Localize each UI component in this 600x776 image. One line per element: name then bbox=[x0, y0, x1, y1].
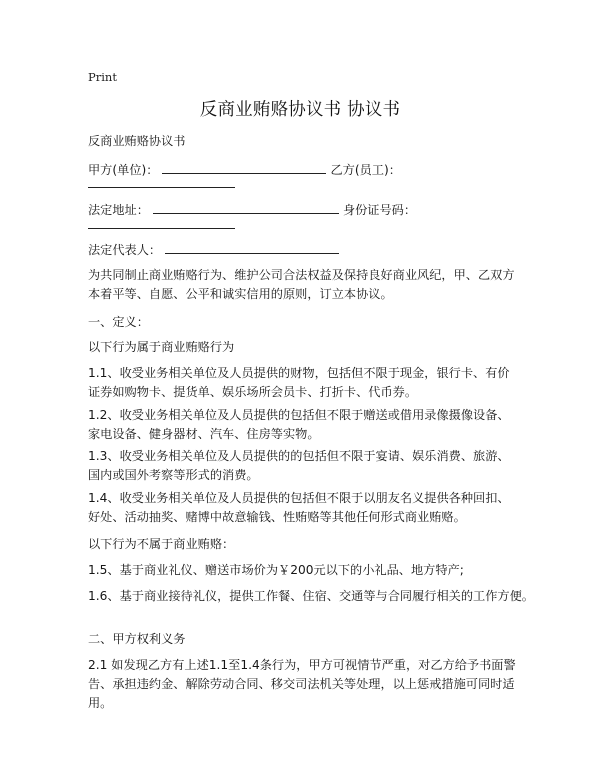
clause-1-2: 1.2、收受业务相关单位及人员提供的包括但不限于赠送或借用录像摄像设备、家电设备、健身器材、汽车、住房等实物。 bbox=[88, 408, 510, 441]
clause-1-4: 1.4、收受业务相关单位及人员提供的包括但不限于以朋友名义提供各种回扣、好处、活动抽奖、赌博中故意输钱、性贿赂等其他任何形式商业贿赂。 bbox=[88, 491, 510, 524]
intro-paragraph: 为共同制止商业贿赂行为、维护公司合法权益及保持良好商业风纪，甲、乙双方本着平等、自愿、公平和诚实信用的原则，订立本协议。 bbox=[88, 268, 515, 301]
print-label: Print bbox=[88, 70, 117, 84]
party-b-label: 乙方(员工)： bbox=[330, 163, 401, 177]
id-label: 身份证号码： bbox=[342, 203, 417, 217]
clause-1-3: 1.3、收受业务相关单位及人员提供的的包括但不限于宴请、娱乐消费、旅游、国内或国外考察等形式的消费。 bbox=[88, 449, 510, 482]
document-subtitle: 反商业贿赂协议书 bbox=[88, 134, 186, 148]
party-a-blank[interactable] bbox=[162, 160, 326, 174]
party-row bbox=[88, 160, 401, 179]
legal-rep-blank[interactable] bbox=[165, 240, 339, 254]
section-1-heading: 一、定义： bbox=[88, 315, 149, 329]
party-b-blank[interactable] bbox=[88, 186, 235, 188]
section-1-subheading-a: 以下行为属于商业贿赂行为 bbox=[88, 340, 235, 354]
address-label: 法定地址： bbox=[88, 203, 149, 217]
id-number-blank[interactable] bbox=[88, 227, 235, 229]
address-row bbox=[88, 200, 416, 219]
address-blank[interactable] bbox=[153, 200, 339, 214]
clause-1-5: 1.5、基于商业礼仪、赠送市场价为￥200元以下的小礼品、地方特产; bbox=[88, 563, 464, 577]
party-a-label: 甲方(单位)： bbox=[88, 163, 159, 177]
legal-rep-label: 法定代表人： bbox=[88, 243, 162, 257]
section-2-heading: 二、甲方权利义务 bbox=[88, 632, 186, 646]
document-title: 反商业贿赂协议书 协议书 bbox=[199, 100, 401, 120]
legal-rep-row bbox=[88, 240, 343, 259]
clause-2-1: 2.1 如发现乙方有上述1.1至1.4条行为，甲方可视情节严重，对乙方给予书面警告、承担违约金、解除劳动合同、移交司法机关等处理，以上惩戒措施可同时适用。 bbox=[88, 658, 516, 710]
clause-1-1: 1.1、收受业务相关单位及人员提供的财物，包括但不限于现金，银行卡、有价证券如购物卡、提货单、娱乐场所会员卡、打折卡、代币券。 bbox=[88, 366, 510, 399]
section-1-subheading-b: 以下行为不属于商业贿赂： bbox=[88, 537, 235, 551]
clause-1-6: 1.6、基于商业接待礼仪，提供工作餐、住宿、交通等与合同履行相关的工作方便。 bbox=[88, 589, 534, 603]
